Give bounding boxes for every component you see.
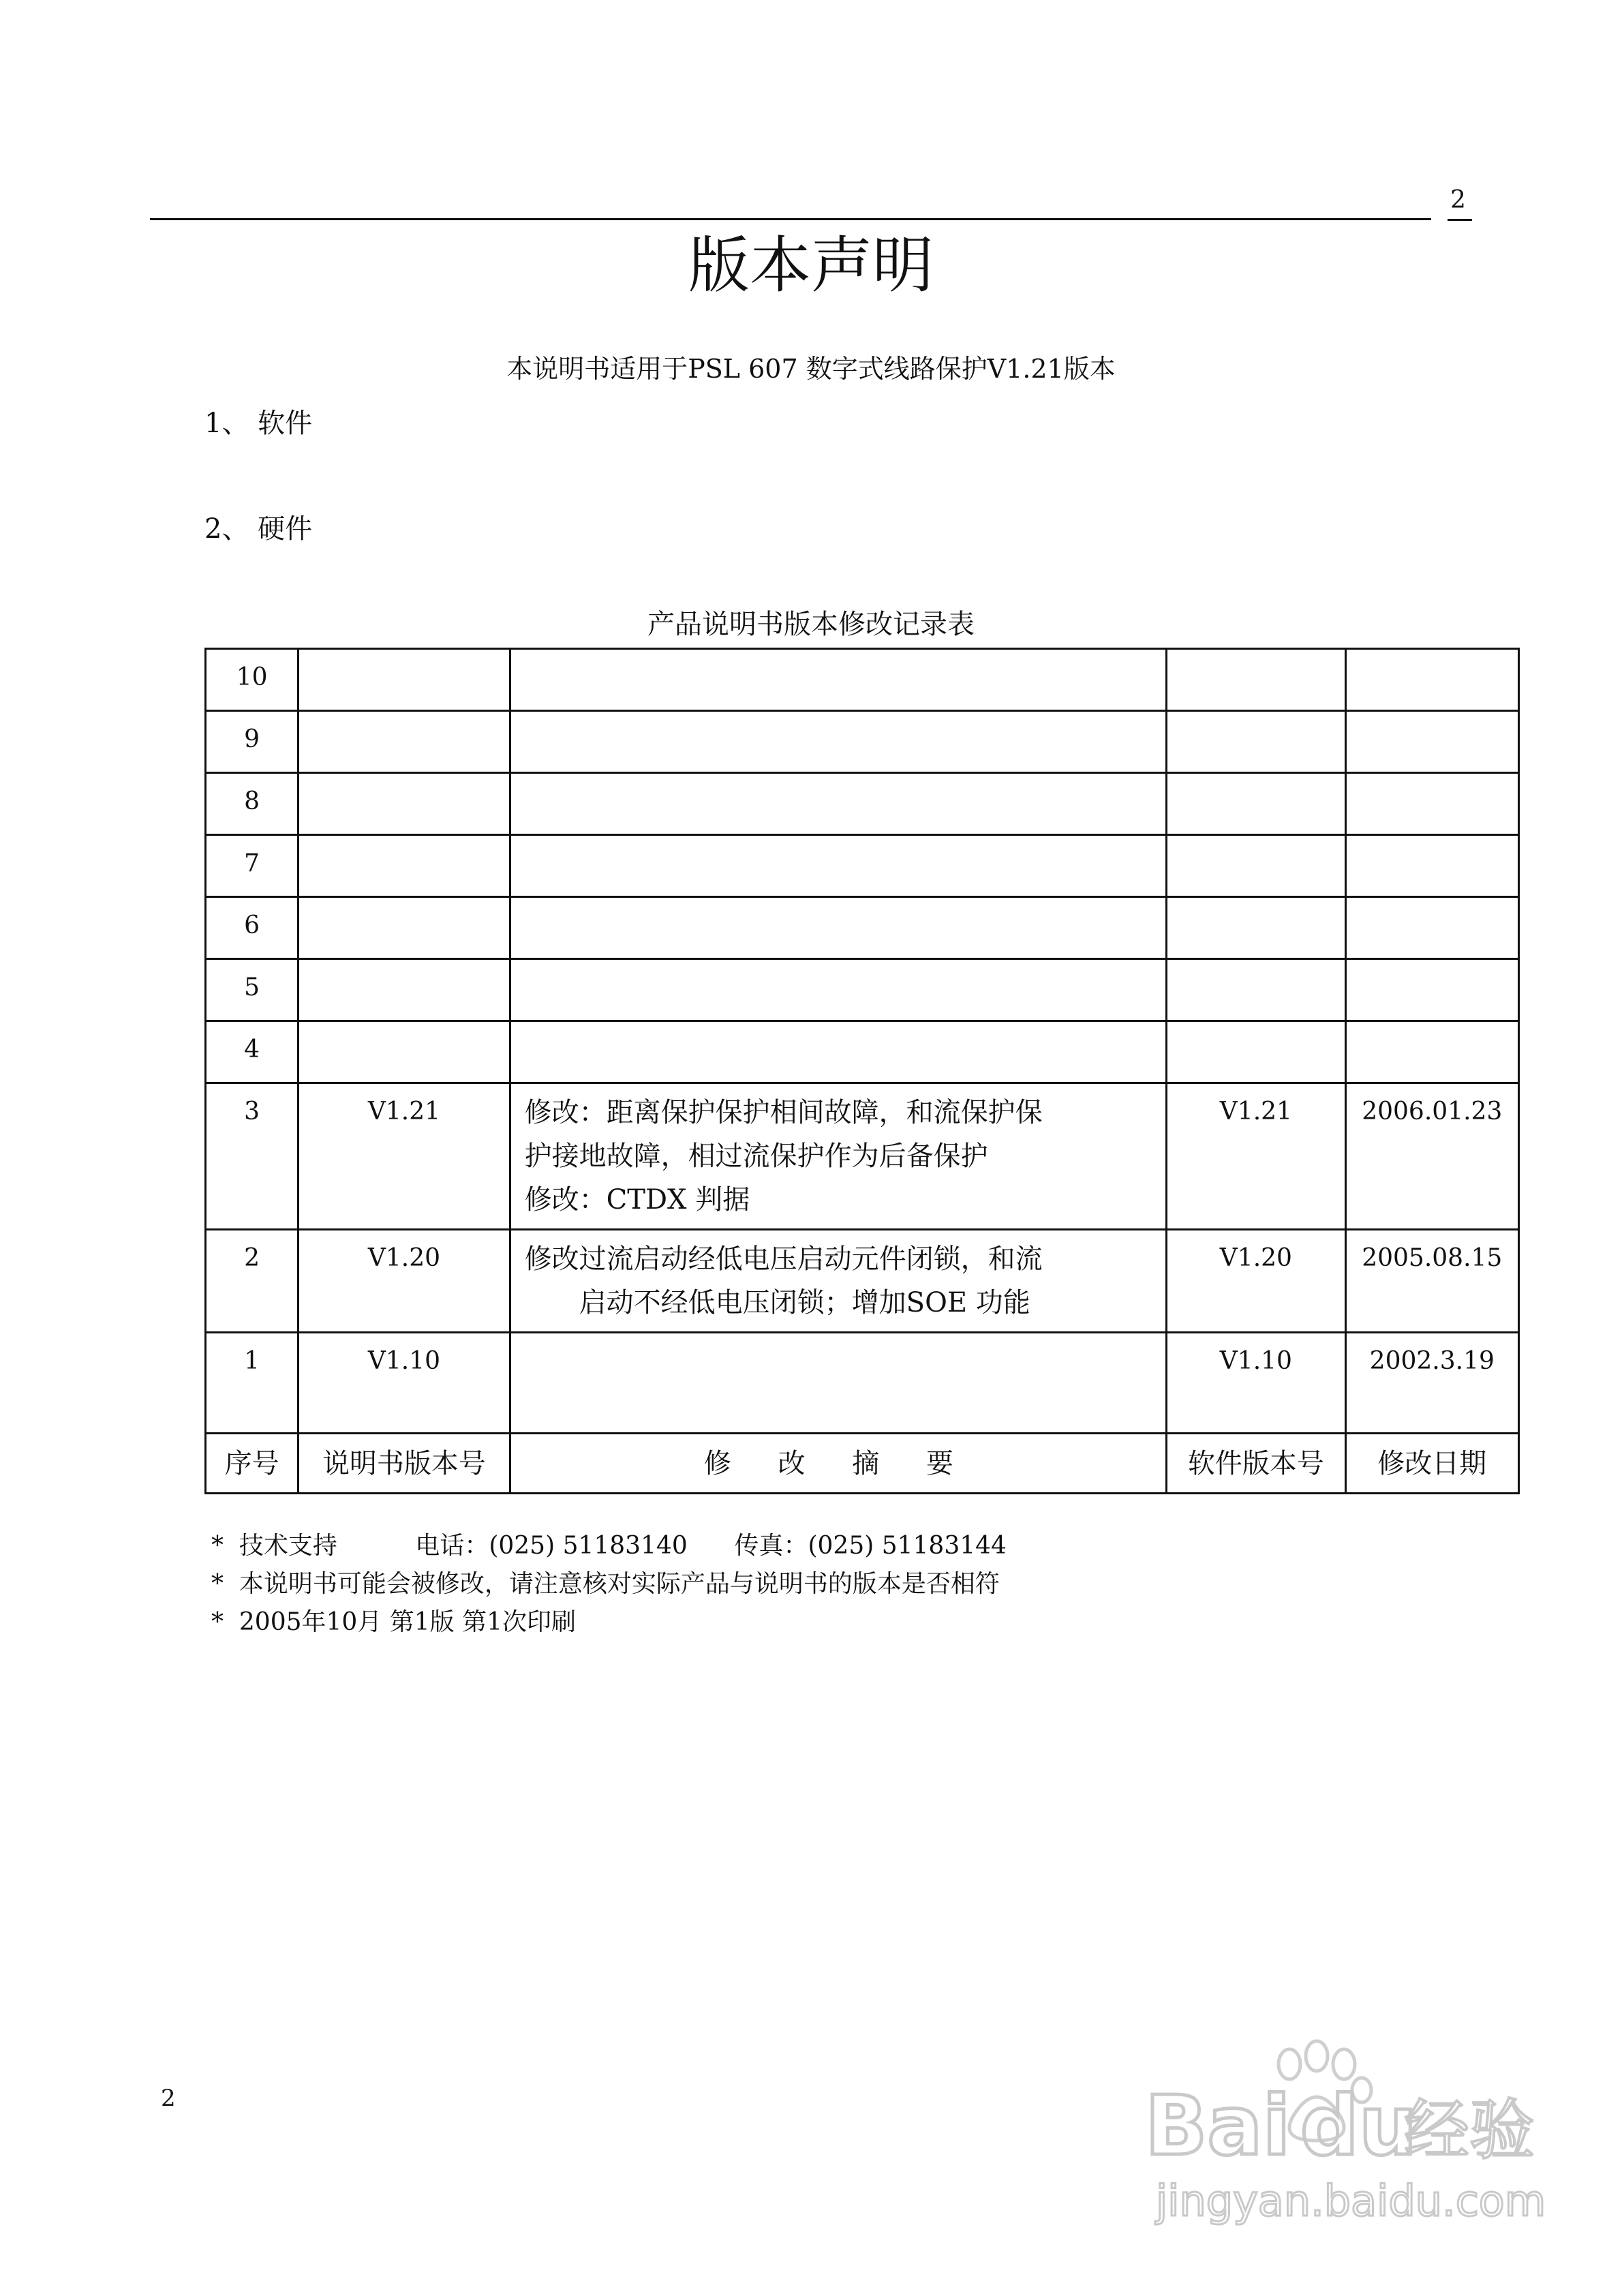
cell-seq: 9 <box>206 711 299 773</box>
note-disclaimer: * 本说明书可能会被修改，请注意核对实际产品与说明书的版本是否相符 <box>211 1570 1000 1598</box>
cell-date <box>1345 835 1518 897</box>
table-row <box>206 649 1519 711</box>
cell-date: 2002.3.19 <box>1345 1333 1518 1434</box>
table-row <box>206 835 1519 897</box>
cell-software-version <box>1167 773 1345 835</box>
cell-date <box>1345 897 1518 959</box>
cell-software-version <box>1167 897 1345 959</box>
header-page-number: 2 <box>1450 186 1466 214</box>
header-page-number-underline <box>1448 219 1472 221</box>
cell-seq: 6 <box>206 897 299 959</box>
cell-software-version <box>1167 711 1345 773</box>
summary-line: 修改：距离保护保护相间故障，和流保护保 <box>524 1097 1043 1128</box>
cell-summary <box>510 1230 1167 1333</box>
cell-date <box>1345 959 1518 1021</box>
note-edition: * 2005年10月 第1版 第1次印刷 <box>211 1608 577 1636</box>
cell-software-version: V1.21 <box>1167 1083 1345 1230</box>
header-manual-version: 说明书版本号 <box>299 1434 510 1494</box>
cell-date <box>1345 711 1518 773</box>
table-row <box>206 959 1519 1021</box>
header-software-version: 软件版本号 <box>1167 1434 1345 1494</box>
cell-summary <box>510 773 1167 835</box>
header-seq: 序号 <box>206 1434 299 1494</box>
cell-seq: 7 <box>206 835 299 897</box>
cell-software-version <box>1167 835 1345 897</box>
page-title: 版本声明 <box>688 230 934 301</box>
baidu-jingyan-watermark <box>1131 2038 1567 2263</box>
table-row <box>206 711 1519 773</box>
cell-summary <box>510 1333 1167 1434</box>
cell-manual-version <box>299 835 510 897</box>
cell-date <box>1345 649 1518 711</box>
watermark-url: jingyan.baidu.com <box>1156 2176 1546 2226</box>
section-hardware: 2、 硬件 <box>204 513 313 545</box>
summary-line: 护接地故障，相过流保护作为后备保护 <box>524 1141 988 1172</box>
cell-manual-version <box>299 773 510 835</box>
summary-line: 修改：CTDX 判据 <box>524 1184 750 1215</box>
table-row <box>206 1021 1519 1083</box>
cell-software-version <box>1167 649 1345 711</box>
cell-summary <box>510 1083 1167 1230</box>
footer-page-number: 2 <box>161 2085 176 2112</box>
cell-seq: 3 <box>206 1083 299 1230</box>
table-row <box>206 1230 1519 1333</box>
table-row <box>206 773 1519 835</box>
cell-seq: 1 <box>206 1333 299 1434</box>
header-summary: 修 改 摘 要 <box>510 1434 1167 1494</box>
cell-manual-version <box>299 1021 510 1083</box>
cell-summary <box>510 897 1167 959</box>
cell-summary <box>510 1021 1167 1083</box>
cell-date <box>1345 773 1518 835</box>
cell-manual-version: V1.21 <box>299 1083 510 1230</box>
cell-date: 2005.08.15 <box>1345 1230 1518 1333</box>
header-date: 修改日期 <box>1345 1434 1518 1494</box>
cell-seq: 5 <box>206 959 299 1021</box>
cell-seq: 8 <box>206 773 299 835</box>
cell-software-version: V1.20 <box>1167 1230 1345 1333</box>
table-row <box>206 1333 1519 1434</box>
cell-summary <box>510 649 1167 711</box>
watermark-product: 经验 <box>1404 2092 1535 2169</box>
table-header-row <box>206 1434 1519 1494</box>
revision-table <box>204 648 1520 1494</box>
table-row <box>206 1083 1519 1230</box>
watermark-brand: Bai <box>1145 2079 1291 2174</box>
cell-summary <box>510 835 1167 897</box>
cell-seq: 10 <box>206 649 299 711</box>
cell-manual-version <box>299 649 510 711</box>
note-technical-support: * 技术支持 电话：(025) 51183140 传真：(025) 51183144 <box>211 1532 1007 1560</box>
cell-manual-version <box>299 959 510 1021</box>
cell-manual-version <box>299 897 510 959</box>
cell-software-version: V1.10 <box>1167 1333 1345 1434</box>
cell-manual-version <box>299 711 510 773</box>
intro-statement: 本说明书适用于PSL 607 数字式线路保护V1.21版本 <box>506 354 1116 384</box>
summary-line: 启动不经低电压闭锁；增加SOE 功能 <box>579 1287 1030 1318</box>
cell-date <box>1345 1021 1518 1083</box>
summary-line: 修改过流启动经低电压启动元件闭锁，和流 <box>524 1243 1043 1275</box>
cell-software-version <box>1167 959 1345 1021</box>
cell-summary <box>510 711 1167 773</box>
table-caption: 产品说明书版本修改记录表 <box>647 609 975 640</box>
watermark-brand-du: du <box>1300 2079 1418 2174</box>
cell-date: 2006.01.23 <box>1345 1083 1518 1230</box>
table-row <box>206 897 1519 959</box>
section-software: 1、 软件 <box>204 408 313 439</box>
cell-summary <box>510 959 1167 1021</box>
cell-software-version <box>1167 1021 1345 1083</box>
cell-manual-version: V1.10 <box>299 1333 510 1434</box>
header-rule <box>150 218 1431 220</box>
cell-seq: 2 <box>206 1230 299 1333</box>
cell-seq: 4 <box>206 1021 299 1083</box>
cell-manual-version: V1.20 <box>299 1230 510 1333</box>
